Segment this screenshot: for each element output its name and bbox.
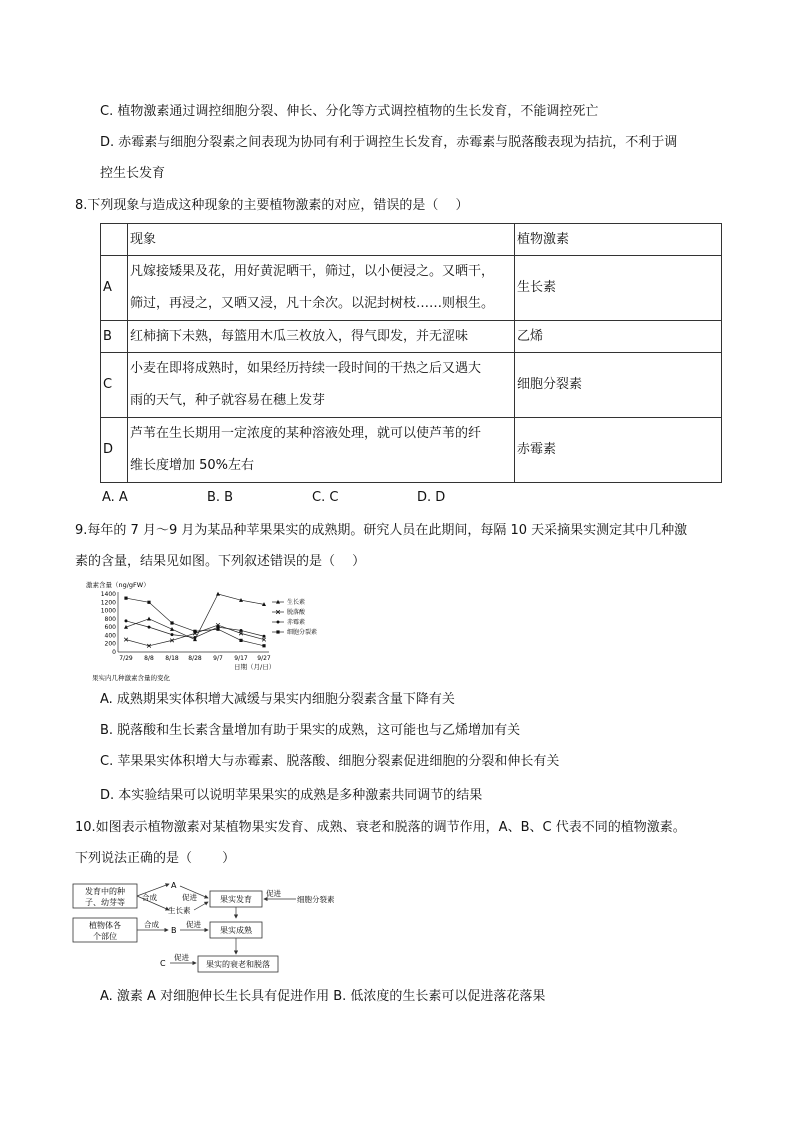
row-label: C	[101, 353, 128, 418]
hormone-a-label: A	[171, 881, 177, 890]
table-header-cell: 植物激素	[515, 224, 722, 256]
series-group	[125, 619, 266, 639]
fruit-development-text: 果实发育	[220, 895, 252, 904]
synth-label-1: 合成	[142, 893, 157, 902]
data-point	[170, 621, 173, 624]
seeds-box-line2: 子、幼芽等	[85, 898, 125, 907]
q9-stem-line2: 素的含量，结果见如图。下列叙述错误的是（ ）	[75, 554, 366, 569]
row-label: D	[101, 418, 128, 483]
tissues-box-line2: 个部位	[93, 932, 117, 941]
row-label: A	[101, 256, 128, 321]
y-tick-label: 600	[104, 624, 116, 632]
legend-label: 细胞分裂素	[287, 629, 318, 636]
data-point	[147, 617, 151, 621]
promote-label-2: 促进	[266, 889, 281, 898]
regulation-diagram	[70, 878, 360, 978]
hormone-cell: 生长素	[515, 256, 722, 321]
data-point	[277, 621, 280, 624]
x-tick-labels	[119, 655, 271, 662]
q10-stem-line1: 10.如图表示植物激素对某植物果实发育、成熟、衰老和脱落的调节作用，A、B、C 代表不同的植物激素。	[75, 820, 686, 835]
promote-label-1: 促进	[182, 893, 197, 902]
legend-label: 生长素	[287, 599, 306, 606]
phenomenon-cell	[128, 418, 515, 483]
phenomenon-line: 维长度增加 50%左右	[130, 458, 255, 473]
choice-b: B. B	[207, 490, 234, 505]
hormone-cell: 赤霉素	[515, 418, 722, 483]
data-point	[240, 629, 243, 632]
choice-c: C. C	[312, 490, 339, 505]
hormone-cell: 细胞分裂素	[515, 353, 722, 418]
promote-label-3: 促进	[186, 920, 201, 929]
data-point	[216, 592, 220, 596]
phenomenon-cell: 红柿摘下未熟，每篮用木瓜三枚放入，得气即发，并无涩味	[128, 321, 515, 353]
cytokinin-label: 细胞分裂素	[297, 895, 335, 904]
table-header-row	[101, 224, 722, 256]
legend-label: 赤霉素	[287, 619, 306, 626]
q8-table	[100, 223, 722, 483]
data-point	[216, 628, 219, 631]
fruit-ripening-text: 果实成熟	[220, 926, 252, 935]
hormone-c-label: C	[160, 959, 166, 968]
hormone-line-chart	[86, 578, 336, 684]
choice-a: A. A	[102, 490, 128, 505]
y-tick-label: 200	[104, 640, 116, 648]
q10-option-ab: A. 激素 A 对细胞伸长生长具有促进作用 B. 低浓度的生长素可以促进落花落果	[100, 989, 546, 1004]
data-point	[194, 636, 197, 639]
data-point	[171, 633, 174, 636]
y-tick-label: 400	[104, 632, 116, 640]
x-tick-label: 9/17	[234, 655, 248, 662]
y-tick-labels	[101, 591, 116, 656]
table-row	[101, 418, 722, 483]
phenomenon-cell	[128, 353, 515, 418]
x-tick-label: 8/8	[144, 655, 154, 662]
phenomenon-cell	[128, 256, 515, 321]
data-point	[263, 635, 266, 638]
series-group	[124, 623, 266, 647]
q10-stem-line2: 下列说法正确的是（ ）	[75, 851, 236, 866]
data-point	[239, 639, 242, 642]
data-point	[124, 597, 127, 600]
phenomenon-line: 凡嫁接矮果及花，用好黄泥晒干，筛过，以小便浸之。又晒干，	[130, 264, 495, 279]
chart-legend	[272, 598, 317, 636]
x-tick-label: 8/18	[165, 655, 179, 662]
table-row	[101, 256, 722, 321]
q9-option-b: B. 脱落酸和生长素含量增加有助于果实的成熟，这可能也与乙烯增加有关	[100, 723, 521, 738]
row-label: B	[101, 321, 128, 353]
tissues-box-line1: 植物体各	[89, 921, 121, 930]
table-header-cell	[101, 224, 128, 256]
y-tick-label: 0	[112, 649, 116, 656]
series-line	[126, 625, 264, 646]
seeds-box-line1: 发育中的种	[85, 887, 125, 896]
q9-option-a: A. 成熟期果实体积增大减缓与果实内细胞分裂素含量下降有关	[100, 692, 455, 707]
q9-option-d: D. 本实验结果可以说明苹果果实的成熟是多种激素共同调节的结果	[100, 788, 483, 803]
x-tick-label: 7/29	[119, 655, 133, 662]
choice-d: D. D	[417, 490, 446, 505]
phenomenon-line: 筛过，再浸之，又晒又浸，凡十余次。以泥封树枝……则根生。	[130, 296, 495, 311]
x-tick-label: 9/7	[213, 655, 223, 662]
series-line	[126, 621, 264, 638]
chart-title: 果实内几种激素含量的变化	[92, 674, 170, 682]
hormone-cell: 乙烯	[515, 321, 722, 353]
x-tick-label: 9/27	[257, 655, 271, 662]
table-row	[101, 321, 722, 353]
data-point	[125, 619, 128, 622]
data-point	[262, 644, 265, 647]
phenomenon-line: 芦苇在生长期用一定浓度的某种溶液处理，就可以使芦苇的纤	[130, 426, 482, 441]
data-point	[193, 630, 196, 633]
promote-auxin-arrow	[194, 902, 208, 910]
y-tick-label: 1000	[100, 607, 116, 615]
data-point	[276, 630, 279, 633]
chart-series	[124, 592, 266, 648]
phenomenon-line: 雨的天气，种子就容易在穗上发芽	[130, 393, 326, 408]
q9-stem-line1: 9.每年的 7 月～9 月为某品种苹果果实的成熟期。研究人员在此期间，每隔 10 天采摘果实测定其中几种激	[75, 523, 688, 538]
x-tick-label: 8/28	[188, 655, 202, 662]
chart-ylabel: 激素含量（ng/gFW）	[86, 581, 150, 589]
table-row	[101, 353, 722, 418]
q9-option-c: C. 苹果果实体积增大与赤霉素、脱落酸、细胞分裂素促进细胞的分裂和伸长有关	[100, 754, 560, 769]
q8-stem: 8.下列现象与造成这种现象的主要植物激素的对应，错误的是（ ）	[75, 198, 469, 213]
auxin-label: 生长素	[168, 906, 191, 915]
q7-option-d-line2: 控生长发育	[100, 166, 166, 181]
phenomenon-line: 小麦在即将成熟时，如果经历持续一段时间的干热之后又遇大	[130, 361, 482, 376]
y-tick-label: 1200	[100, 599, 116, 607]
q8-choices	[102, 490, 522, 505]
q7-option-c: C. 植物激素通过调控细胞分裂、伸长、分化等方式调控植物的生长发育，不能调控死亡	[100, 104, 599, 119]
promote-label-4: 促进	[174, 953, 189, 962]
fruit-aging-text: 果实的衰老和脱落	[206, 960, 270, 969]
hormone-b-label: B	[171, 926, 177, 935]
data-point	[148, 626, 151, 629]
chart-xlabel: 日期（月/日）	[234, 663, 276, 671]
q7-option-d-line1: D. 赤霉素与细胞分裂素之间表现为协同有利于调控生长发育，赤霉素与脱落酸表现为拮抗，不利于调	[100, 135, 678, 150]
synth-label-2: 合成	[144, 920, 159, 929]
data-point	[147, 601, 150, 604]
y-tick-label: 1400	[100, 591, 116, 598]
legend-label: 脱落酸	[287, 609, 306, 616]
y-tick-label: 800	[104, 615, 116, 623]
table-header-cell: 现象	[128, 224, 515, 256]
